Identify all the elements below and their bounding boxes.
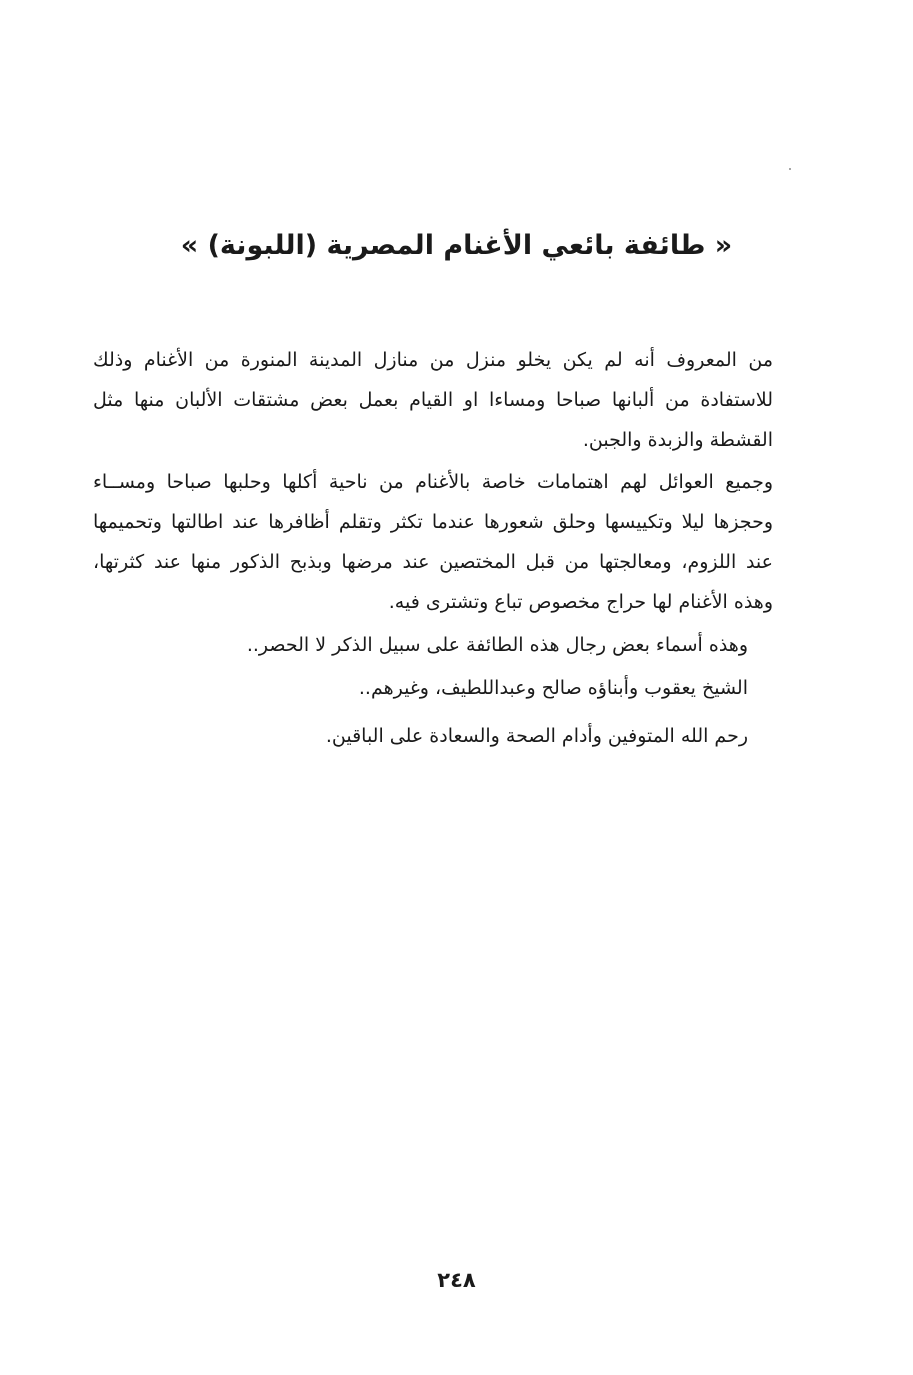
paragraph-1: من المعروف أنه لم يكن يخلو منزل من منازل المدينة المنورة من الأغنام وذلك للاستفادة من ألبانها صباحا ومساءا او القيام بعمل بعض مشتقات الألبان منها مثل القشطة والزبدة والجبن. [93, 349, 773, 451]
page-title: « طائفة بائعي الأغنام المصرية (اللبونة) » [180, 230, 733, 261]
names-line: الشيخ يعقوب وأبناؤه صالح وعبداللطيف، وغيرهم.. [358, 677, 748, 699]
page-number: ٢٤٨ [437, 1268, 476, 1292]
names-intro-line: وهذه أسماء بعض رجال هذه الطائفة على سبيل الذكر لا الحصر.. [246, 634, 748, 656]
closing-prayer-line: رحم الله المتوفين وأدام الصحة والسعادة على الباقين. [325, 725, 748, 747]
paragraph-2: وجميع العوائل لهم اهتمامات خاصة بالأغنام من ناحية أكلها وحلبها صباحا ومســاء وحجزها ليلا وتكييسها وحلق شعورها عندما تكثر وتقلم أظافرها عند اطالتها وتحميمها عند اللزوم، ومعالجتها من قبل المختصين عند مرضها وبذبح الذكور منها عند كثرتها، وهذه الأغنام لها حراج مخصوص تباع وتشترى فيه. [93, 471, 773, 613]
scan-speck [789, 168, 791, 170]
